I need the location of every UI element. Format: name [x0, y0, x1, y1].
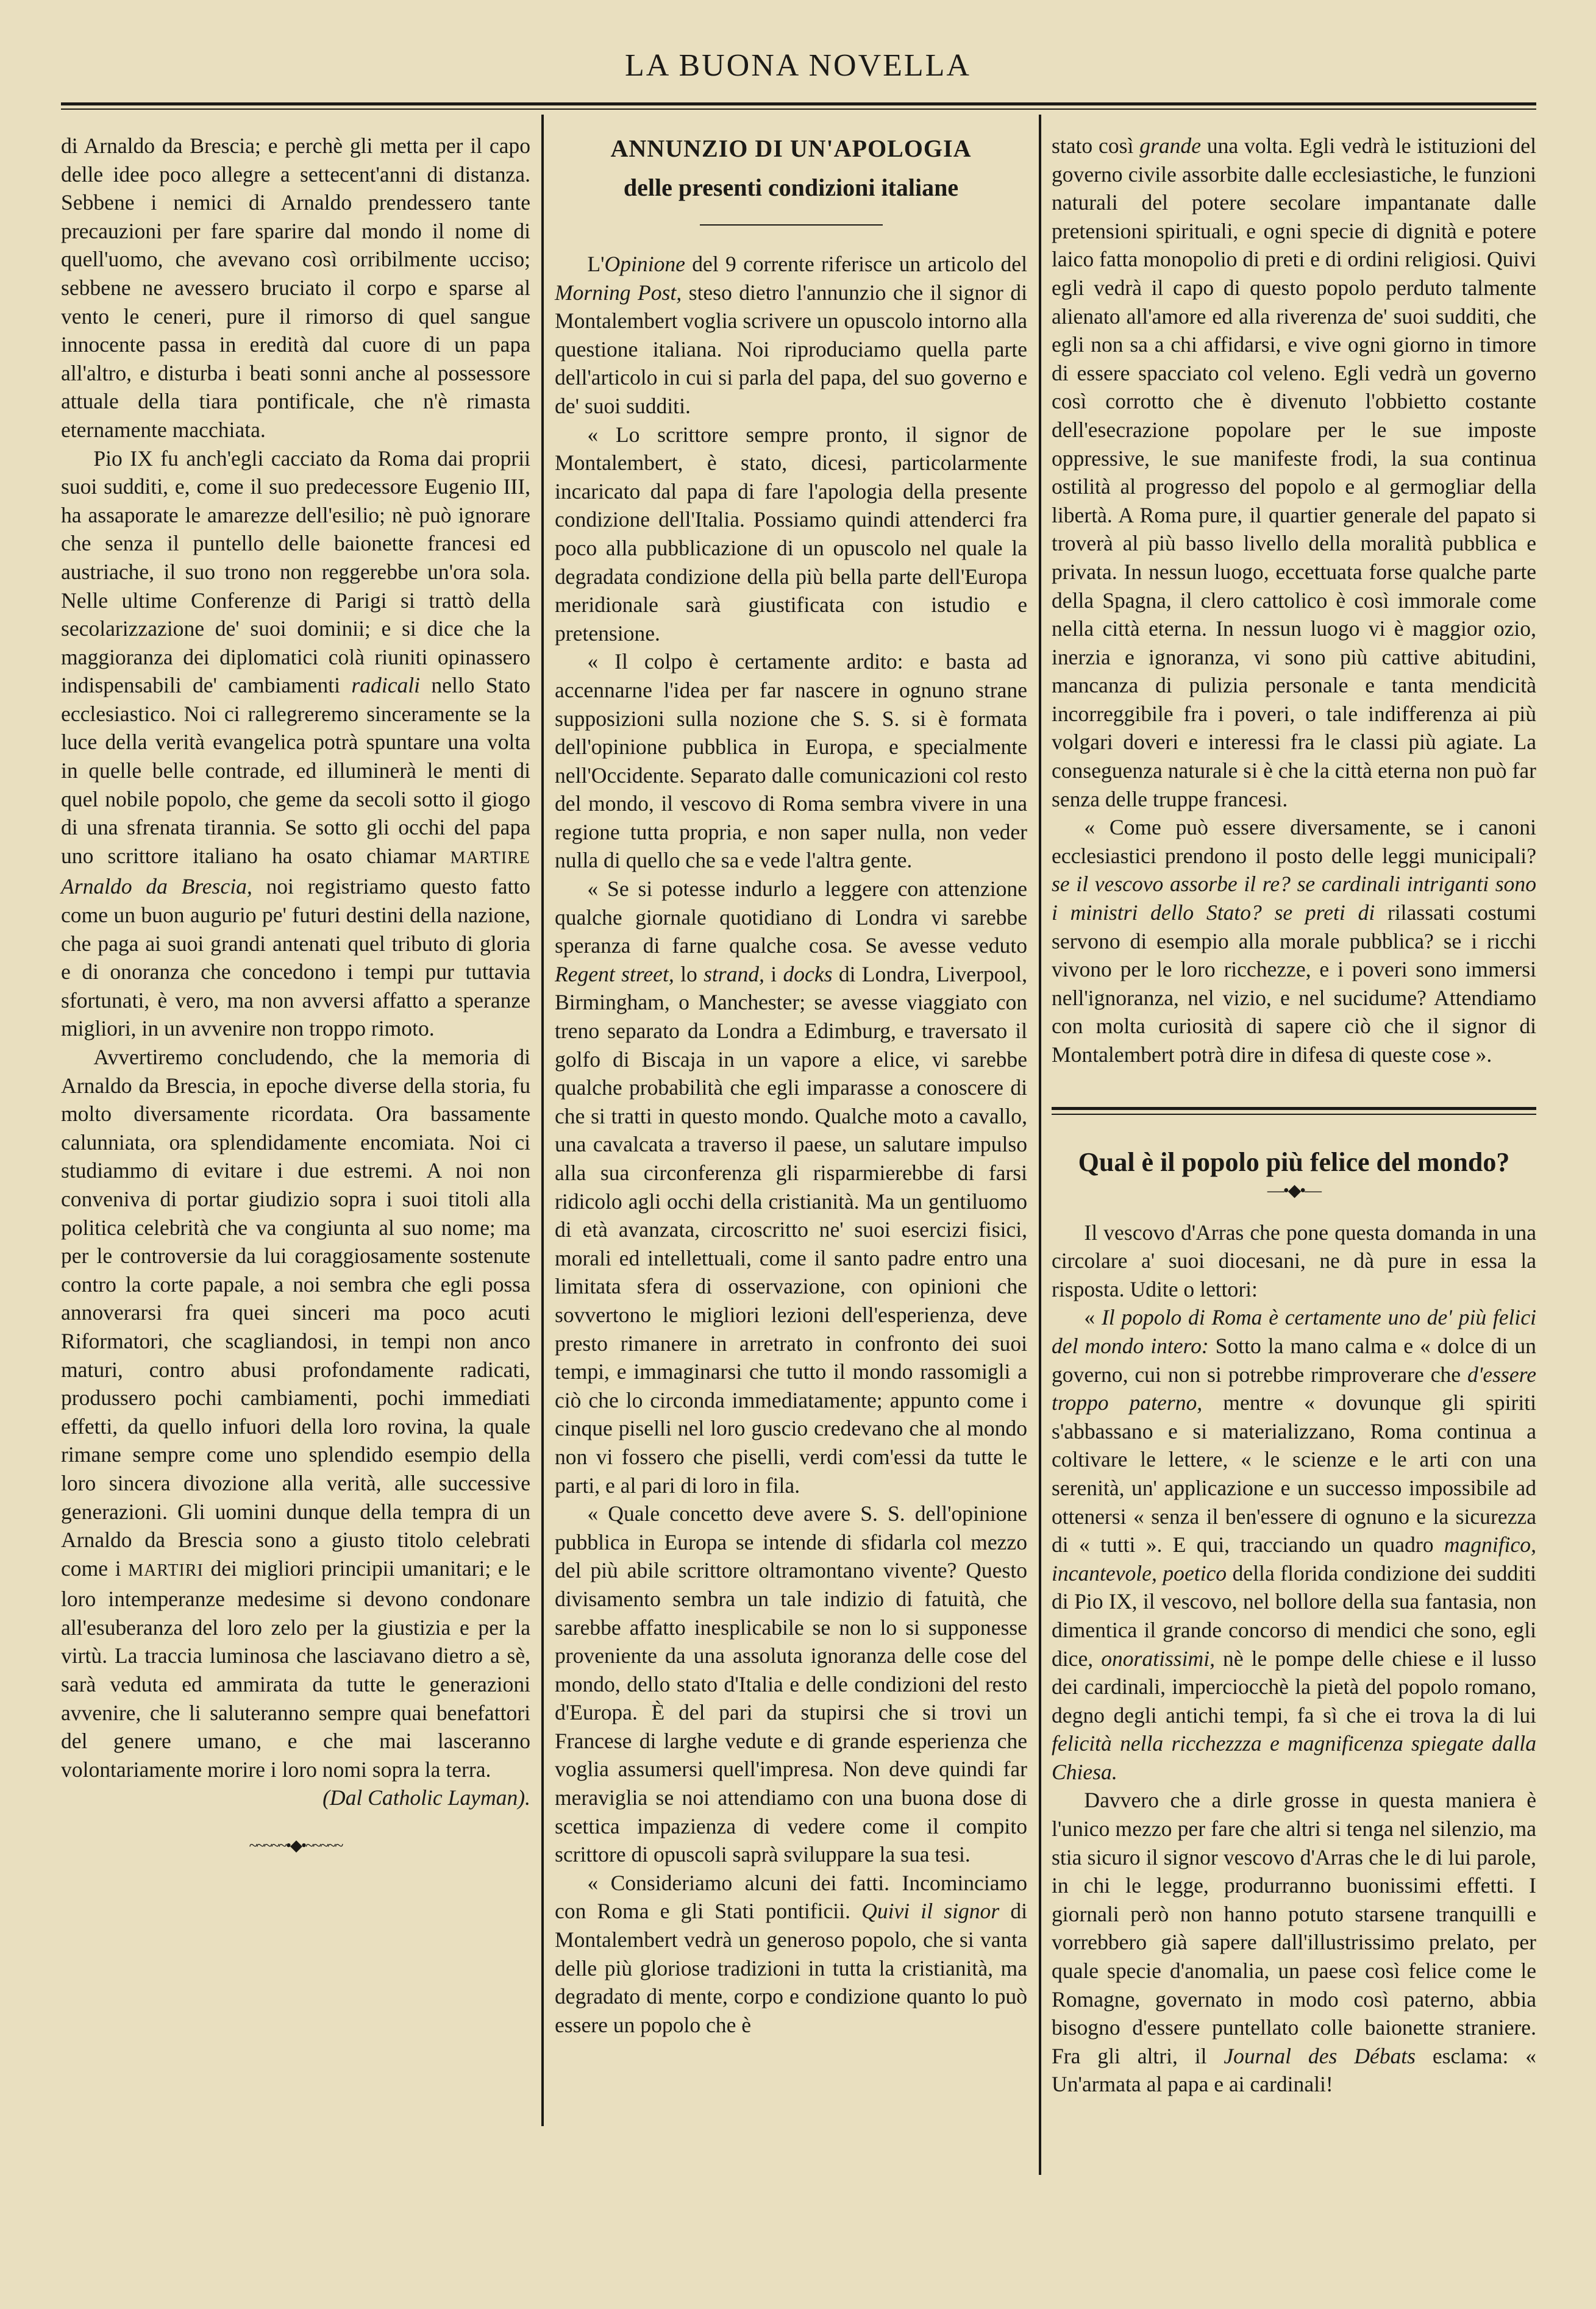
section-rule [1052, 1107, 1536, 1110]
article-subtitle: delle presenti condizioni italiane [623, 174, 959, 201]
title-ornament: —•◆•— [1267, 1181, 1321, 1200]
signature: (Dal Catholic Layman). [322, 1785, 530, 1810]
paragraph: Davvero che a dirle grosse in questa maniera è l'unico mezzo per fare che altri si tenga nel silenzio, ma stia sicuro il signor vescovo d'Arras che le di lui parole, in chi le legge, produrranno buonissimi effetti. I giornali però non hanno potuto starsene tranquilli e vorrebbero già sapere dall'illustrissimo prelato, per quale specie d'anomalia, un paese così felice come le Romagne, governato in modo così paterno, abbia bisogno d'essere puntellato colle baionette straniere. Fra gli altri, il Journal des Débats esclama: « Un'armata al papa e ai cardinali! [1052, 1788, 1536, 2097]
paragraph: « Lo scrittore sempre pronto, il signor de Montalembert, è stato, dicesi, particolarmente incaricato dal papa di fare l'apologia della presente condizione dell'Italia. Possiamo quindi attenderci fra poco alla pubblicazione di un opuscolo nel quale la degradata condizione della più bella parte dell'Europa meridionale sarà giustificata con istudio e pretensione. [555, 422, 1027, 646]
column-divider-2 [1039, 115, 1041, 2175]
paragraph: stato così grande una volta. Egli vedrà le istituzioni del governo civile assorbite dalle ecclesiastiche, le funzioni naturali del potere secolare impantanate dalle pretensioni spirituali, e ogni specie di dignità e potere laico fatta monopolio di preti e di ordini religiosi. Quivi egli vedrà il capo di questo popolo perduto talmente alienato all'amore ed alla riverenza de' suoi sudditi, che egli non sa a chi affidarsi, e vive ogni giorno in timore di essere spacciato col veleno. Egli vedrà un governo così corrotto che è divenuto l'obbietto costante dell'esecrazione popolare per le sue imposte oppressive, le sue manifeste frodi, la sua continua ostilità al progresso del popolo e al germogliar della libertà. A Roma pure, il quartier generale del papato si troverà al più basso livello della moralità pubblica e privata. In nessun luogo, eccettuata forse qualche parte della Spagna, il clero cattolico è così immorale come nella città eterna. In nessun luogo vi è maggior ozio, inerzia e ignoranza, vi sono più cattive abitudini, mancanza di pulizia personale e tanta mendicità incorreggibile fra i poveri, o tale indifferenza ai più volgari doveri e interessi fra le classi più agiate. La conseguenza naturale si è che la città eterna non può far senza delle truppe francesi. [1052, 133, 1536, 811]
masthead: LA BUONA NOVELLA [625, 48, 971, 83]
paragraph: « Consideriamo alcuni dei fatti. Incominciamo con Roma e gli Stati pontificii. Quivi il signor di Montalembert vedrà un generoso popolo, che si vanta delle più gloriose tradizioni in tutta la cristianità, ma degradato di mente, corpo e condizione quanto lo può essere un popolo che è [555, 1870, 1028, 2037]
column-3 [1052, 132, 1536, 2192]
paragraph: « Se si potesse indurlo a leggere con attenzione qualche giornale quotidiano di Londra vi sarebbe speranza di farne qualche cosa. Se avesse veduto Regent street, lo strand, i docks di Londra, Liverpool, Birmingham, o Manchester; se avesse viaggiato con treno separato da Londra a Edimburg, e traversato il golfo di Biscaja in un vapore a elice, vi sarebbe qualche probabilità che egli imparasse a conoscere di che si tratti in questo mondo. Qualche moto a cavallo, una cavalcata a traverso il paese, un salutare impulso alla sua circonferenza gli risparmierebbe di farsi ridicolo agli occhi della cristianità. Ma un gentiluomo di età avanzata, circoscritto ne' suoi esercizi fisici, morali ed intellettuali, come il santo padre entro una limitata sfera di osservazione, con opinioni che sovvertono le migliori lezioni dell'esperienza, deve presto rimanere in arretrato in confronto dei suoi tempi, e immaginarsi che tutto il mondo rassomigli a ciò che lo circonda immediatamente; appunto come i cinque piselli nel loro guscio credevano che al mondo non vi fossero che piselli, verdi com'essi da tutte le parti, e al pari di loro in fila. [555, 877, 1027, 1498]
paragraph: « Il colpo è certamente ardito: e basta ad accennarne l'idea per far nascere in ognuno strane supposizioni sulla nozione che S. S. si è formata dell'opinione pubblica in Europa, e specialmente nell'Occidente. Separato dalle comunicazioni col resto del mondo, il vescovo di Roma sembra vivere in una regione tutta propria, e non saper nulla, non veder nulla di quello che sa e vede l'altra gente. [555, 649, 1027, 873]
title-rule [700, 224, 883, 226]
paragraph: « Quale concetto deve avere S. S. dell'opinione pubblica in Europa se intende di sfidarla col mezzo del più abile scrittore oltramontano vivente? Questo divisamento sembra un tale indizio di fatuità, che sarebbe affatto inesplicabile se non lo si supponesse proveniente da una assoluta ignoranza delle cose del mondo, dello stato d'Italia e delle condizioni del resto d'Europa. È del pari da stupirsi che si trovi un Francese di larghe vedute e di grande esperienza che voglia assumersi quell'impresa. Non deve quindi far meraviglia se noi attendiamo con una buona dose di scettica impazienza di vedere come il compito scrittore di opuscoli saprà sviluppare la sua tesi. [555, 1501, 1027, 1867]
paragraph: di Arnaldo da Brescia; e perchè gli metta per il capo delle idee poco allegre a settecent'anni di distanza. Sebbene i nemici di Arnaldo prendessero tante precauzioni per fare sparire dal mondo il nome di quell'uomo, che avevano così orribilmente ucciso; sebbene ne avessero bruciato il corpo e sparse al vento le ceneri, pure il rimorso di quel sangue innocente passa in eredità dal cuore di un papa all'altro, e disturba i beati sonni anche al possessore attuale della tiara pontificale, che n'è rimasta eternamente macchiata. [61, 133, 530, 442]
article-title: Qual è il popolo più felice del mondo? [1078, 1147, 1510, 1177]
column-1 [61, 132, 530, 2143]
end-ornament: ~~~~~•◆•~~~~~ [249, 1837, 343, 1855]
paragraph: « Il popolo di Roma è certamente uno de' più felici del mondo intero: Sotto la mano calma e « dolce di un governo, cui non si potrebbe rimproverare che d'essere troppo paterno, mentre « dovunque gli spiriti s'abbassano e si materializzano, Roma continua a coltivare le lettere, « le scienze e le arti con una serenità, un' applicazione e un successo impossibile ad ottenersi « senza il ben'essere di ognuno e la sicurezza di « tutti ». E qui, tracciando un quadro magnifico, incantevole, poetico della florida condizione dei sudditi di Pio IX, il vescovo, nel bollore della sua fantasia, non dimentica il grande concorso di mendici che sono, egli dice, onoratissimi, nè le pompe delle chiese e il lusso dei cardinali, imperciocchè la pietà del popolo romano, degno degli antichi tempi, fa sì che ei trova la di lui felicità nella ricchezzza e magnificenza spiegate dalla Chiesa. [1052, 1305, 1536, 1784]
paragraph: « Come può essere diversamente, se i canoni ecclesiastici prendono il posto delle leggi municipali? se il vescovo assorbe il re? se cardinali intriganti sono i ministri dello Stato? se preti di rilassati costumi servono di esempio alla morale pubblica? se i ricchi vivono per le loro ricchezze, e i poveri sono immersi nell'ignoranza, nel vizio, e nel sucidume? Attendiamo con molta curiosità di sapere ciò che il signor di Montalembert potrà dire in difesa di queste cose ». [1052, 815, 1536, 1067]
column-divider-1 [541, 115, 544, 2126]
top-rule-thin [61, 109, 1536, 110]
paragraph: Avvertiremo concludendo, che la memoria di Arnaldo da Brescia, in epoche diverse della storia, fu molto diversamente ricordata. Ora bassamente calunniata, ora splendidamente encomiata. Noi ci studiammo di evitare i due estremi. A noi non conveniva di portar giudizio sopra i suoi titoli alla politica celebrità che va congiunta al suo nome; ma per le controversie da lui coraggiosamente sostenute contro la corte papale, a noi sembra che egli possa annoverarsi fra quei sinceri ma poco acuti Riformatori, che scagliandosi, in tempi non anco maturi, contro abusi profondamente radicati, produssero pochi cambiamenti, pochi immediati effetti, da quello infuori della loro rovina, la quale rimane sempre come uno splendido esempio della loro sincera divozione alla verità, alle successive generazioni. Gli uomini dunque della tempra di un Arnaldo da Brescia sono a giusto titolo celebrati come i MARTIRI dei migliori principii umanitari; e le loro intemperanze medesime si devono condonare all'esuberanza del loro zelo per la giustizia e per la virtù. La traccia luminosa che lasciavano dietro a sè, sarà veduta ed ammirata da tutte le generazioni avvenire, che li saluteranno sempre quai benefattori del genere umano, e che mai lasceranno volontariamente morire i loro nomi sopra la terra. [61, 1045, 530, 1782]
article-title: ANNUNZIO DI UN'APOLOGIA [610, 135, 972, 162]
paragraph: Il vescovo d'Arras che pone questa domanda in una circolare a' suoi diocesani, ne dà pure in essa la risposta. Udite o lettori: [1052, 1220, 1536, 1301]
section-rule-thin [1052, 1114, 1536, 1115]
top-rule [61, 102, 1536, 105]
column-2 [555, 132, 1027, 2192]
paragraph: L'Opinione del 9 corrente riferisce un articolo del Morning Post, steso dietro l'annunzio che il signor di Montalembert voglia scrivere un opuscolo intorno alla questione italiana. Noi riproduciamo quella parte dell'articolo in cui si parla del papa, del suo governo e de' suoi sudditi. [555, 252, 1027, 418]
paragraph: Pio IX fu anch'egli cacciato da Roma dai proprii suoi sudditi, e, come il suo predecessore Eugenio III, ha assaporate le amarezze dell'esilio; nè può ignorare che senza il puntello delle baionette francesi ed austriache, il suo trono non reggerebbe un'ora sola. Nelle ultime Conferenze di Parigi si trattò della secolarizzazione de' suoi dominii; e si dice che la maggioranza dei diplomatici colà riuniti opinassero indispensabili de' cambiamenti radicali nello Stato ecclesiastico. Noi ci rallegreremo sinceramente se la luce della verità evangelica potrà spuntare una volta in quelle belle contrade, ed illuminerà le menti di quel nobile popolo, che geme da secoli sotto il giogo di una sfrenata tirannia. Se sotto gli occhi del papa uno scrittore italiano ha osato chiamar MARTIRE Arnaldo da Brescia, noi registriamo questo fatto come un buon augurio pe' futuri destini della nazione, che paga ai suoi grandi antenati quel tributo di gloria e di onoranza che concedono i tempi pur tuttavia sfortunati, è vero, ma non avversi affatto a speranze migliori, in un avvenire non troppo rimoto. [61, 446, 531, 1041]
